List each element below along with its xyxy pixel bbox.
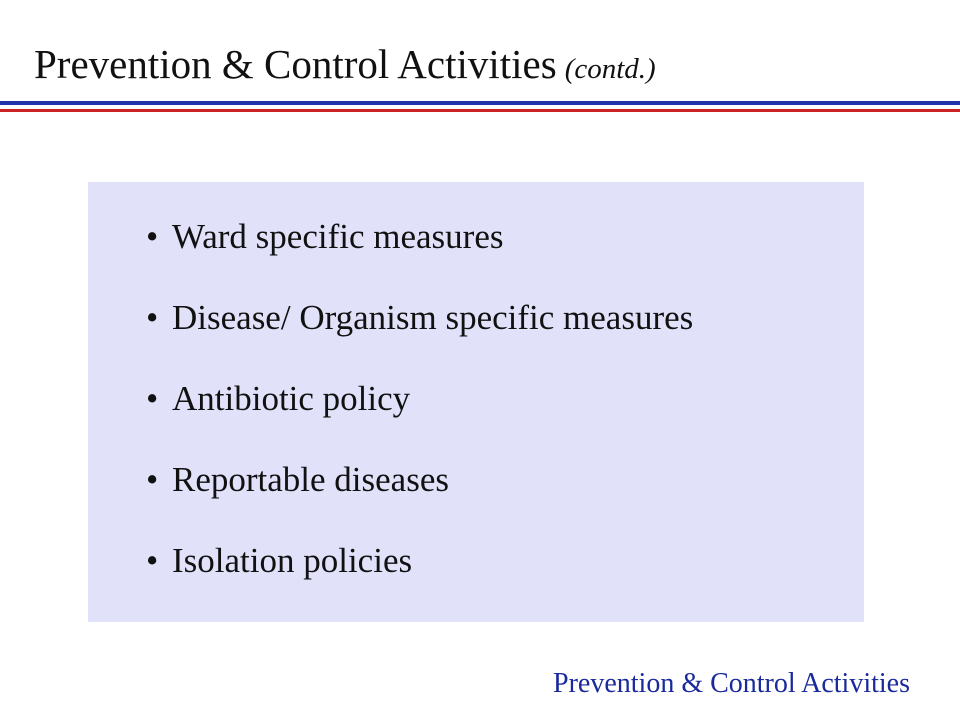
bullet-item-isolation-policies [146,541,693,581]
bullet-text: Reportable diseases [172,460,449,499]
header-rule-red [0,109,960,112]
bullet-item-disease-organism [146,298,693,338]
bullet-text: Isolation policies [172,541,413,580]
footer-text: Prevention & Control Activities [553,668,910,699]
bullet-icon: • [146,460,159,499]
bullet-icon: • [146,217,159,256]
bullet-icon: • [146,298,159,337]
header-rule-blue [0,101,960,105]
bullet-text: Ward specific measures [172,217,504,256]
bullet-text: Antibiotic policy [172,379,411,418]
content-box [88,182,864,622]
bullet-icon: • [146,379,159,418]
bullet-item-ward-specific [146,217,693,257]
bullet-icon: • [146,541,159,580]
title-subtitle: (contd.) [564,53,656,85]
bullet-item-antibiotic-policy [146,379,693,419]
bullet-item-reportable-diseases [146,460,693,500]
bullet-list [146,217,693,622]
title-text: Prevention & Control Activities [34,41,557,87]
bullet-text: Disease/ Organism specific measures [172,298,694,337]
slide-title [34,41,656,87]
